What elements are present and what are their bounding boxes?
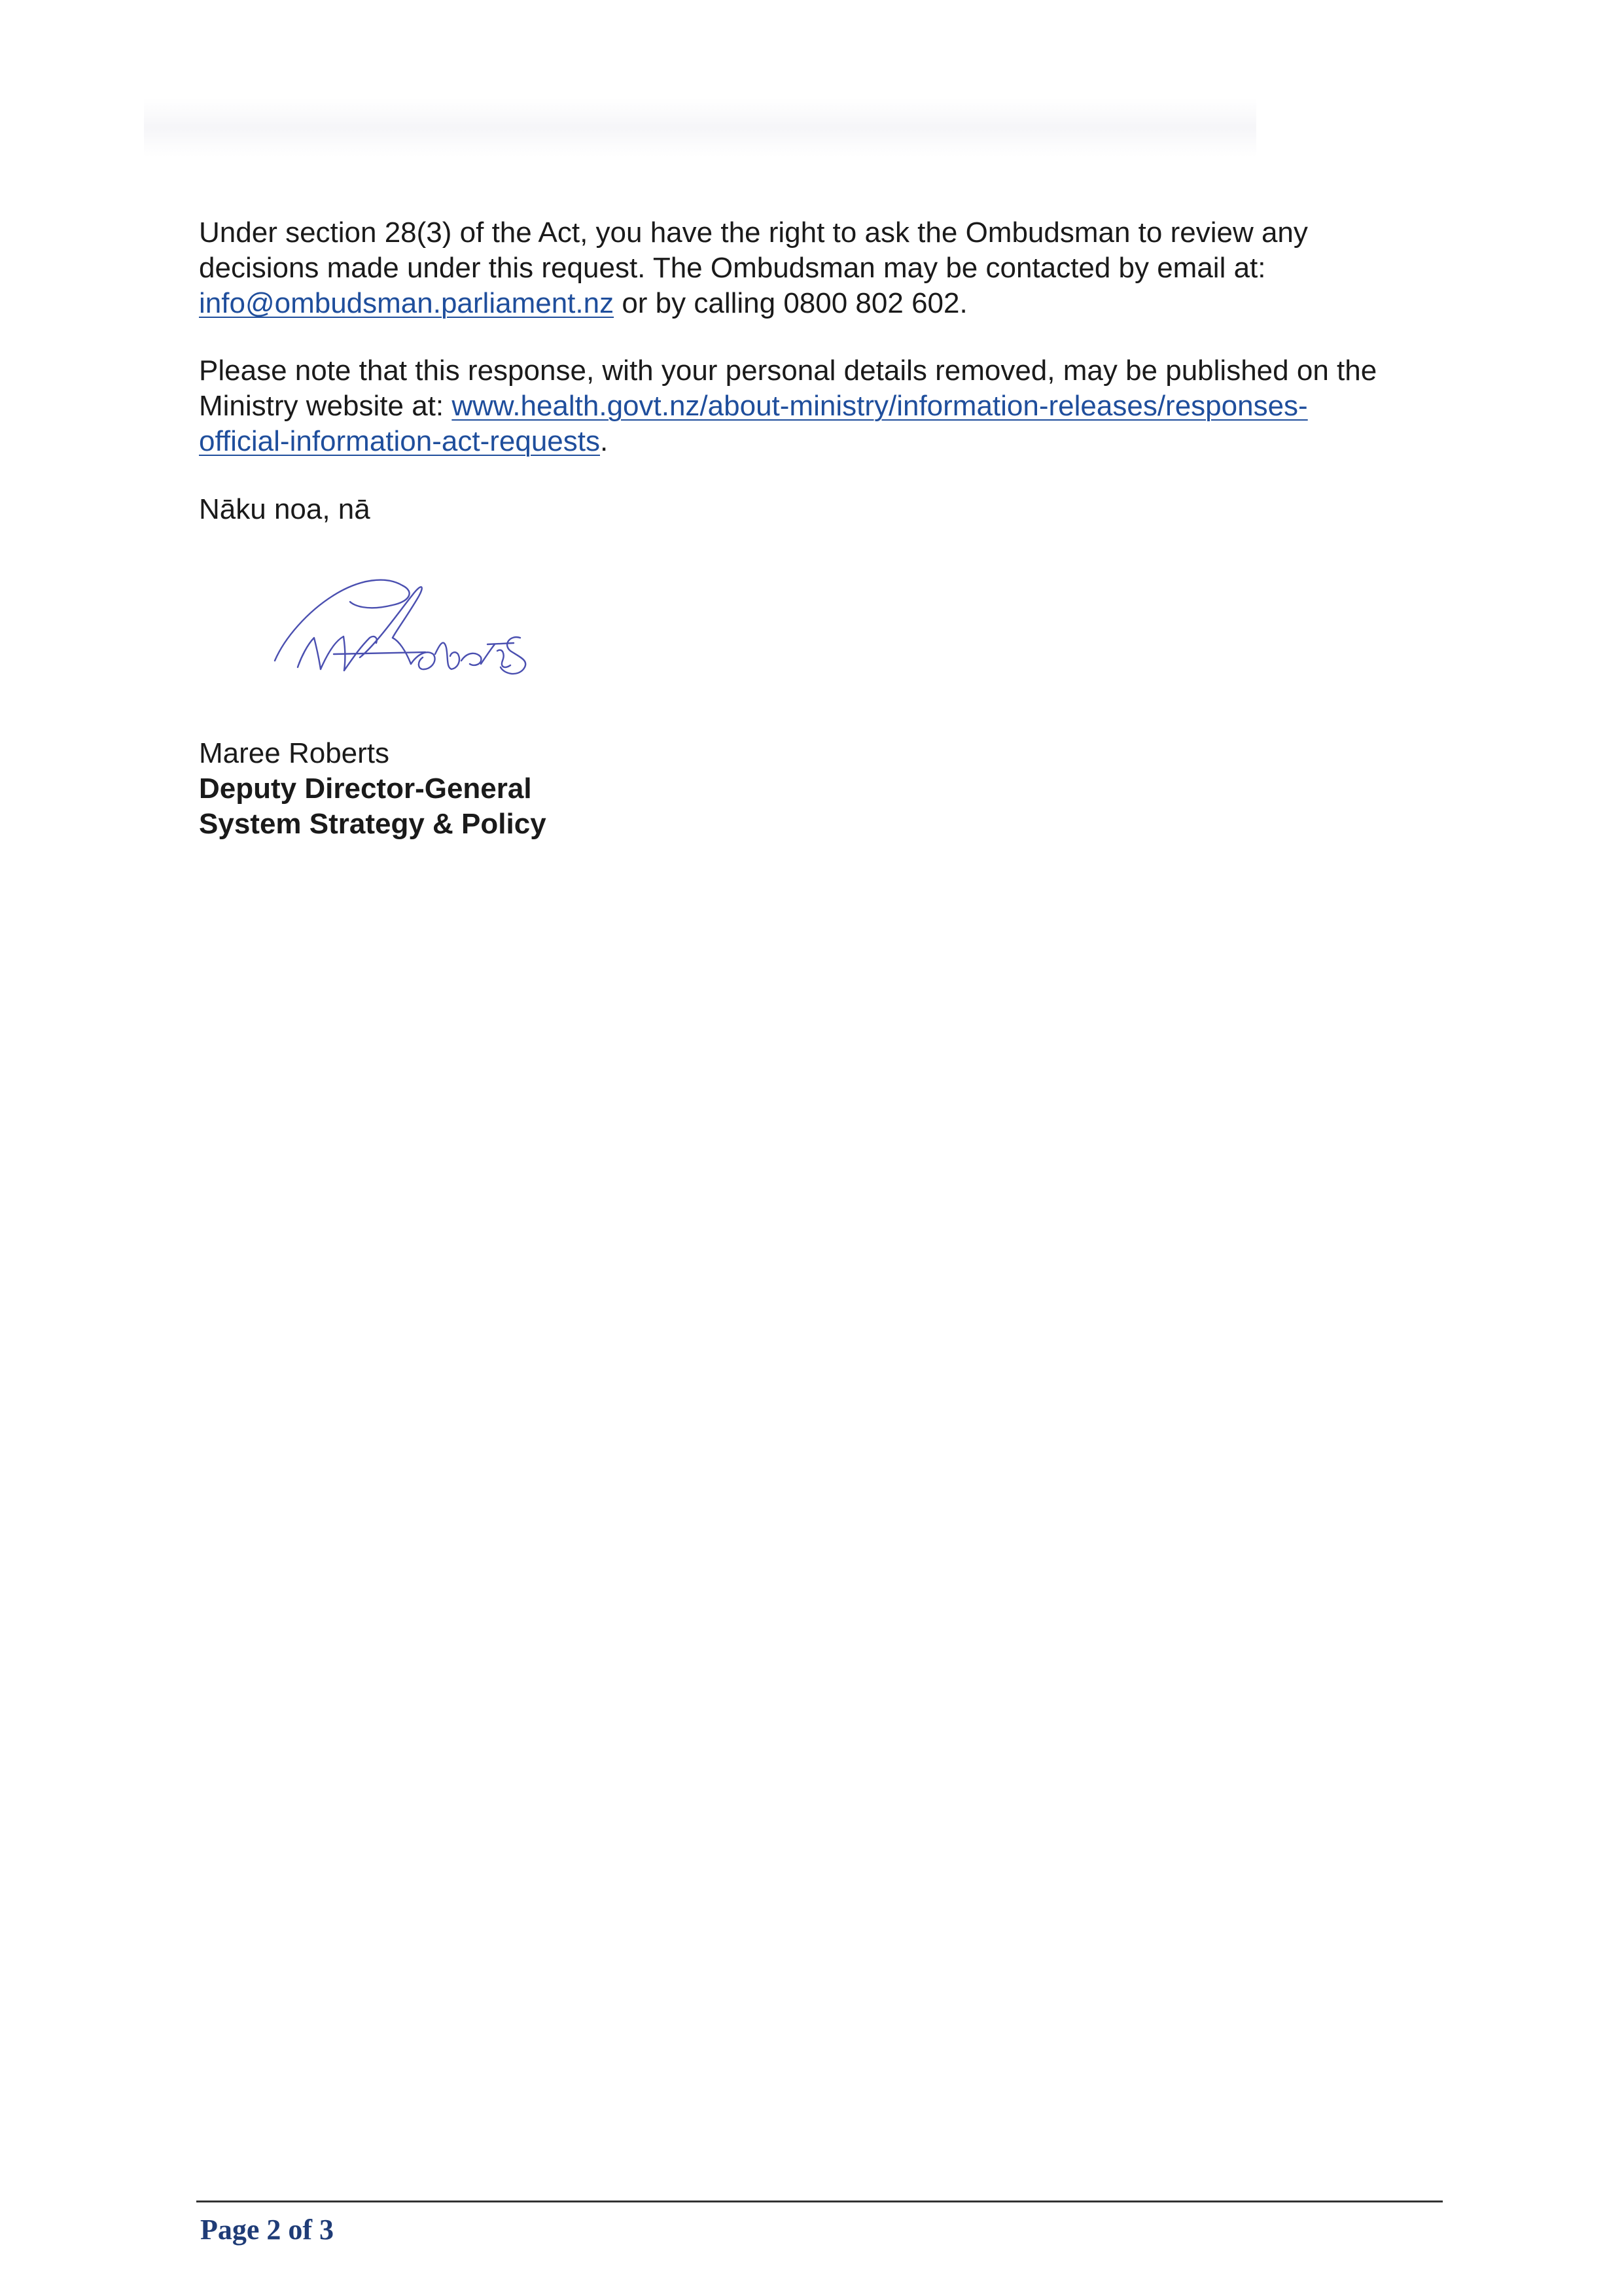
ombudsman-line-3 — [199, 286, 1442, 321]
ombudsman-line-1: Under section 28(3) of the Act, you have the right to ask the Ombudsman to review any — [199, 217, 1308, 249]
ministry-website-link-continued[interactable]: official-information-act-requests — [199, 425, 600, 457]
publication-line-3 — [199, 424, 1442, 459]
closing-salutation: Nāku noa, nā — [199, 493, 370, 525]
publication-suffix: . — [600, 425, 609, 457]
signatory-title: Deputy Director-General — [199, 773, 532, 805]
signatory-name: Maree Roberts — [199, 737, 390, 769]
publication-paragraph — [199, 353, 1442, 459]
signature-block — [199, 736, 546, 842]
scan-artifact — [144, 98, 1256, 157]
ombudsman-email-link[interactable]: info@ombudsman.parliament.nz — [199, 287, 614, 319]
publication-line-1: Please note that this response, with your personal details removed, may be published on the — [199, 355, 1377, 387]
page-number: Page 2 of 3 — [200, 2214, 334, 2246]
publication-prefix: Ministry website at: — [199, 390, 452, 422]
handwritten-signature — [262, 540, 602, 697]
ministry-website-link[interactable]: www.health.govt.nz/about-ministry/information-releases/responses- — [451, 390, 1308, 422]
publication-line-2 — [199, 389, 1442, 424]
ombudsman-line-2: decisions made under this request. The Ombudsman may be contacted by email at: — [199, 252, 1266, 284]
ombudsman-phone-text: or by calling 0800 802 602. — [614, 287, 968, 319]
footer-divider — [196, 2200, 1443, 2202]
signatory-unit: System Strategy & Policy — [199, 808, 546, 840]
ombudsman-paragraph — [199, 215, 1442, 321]
